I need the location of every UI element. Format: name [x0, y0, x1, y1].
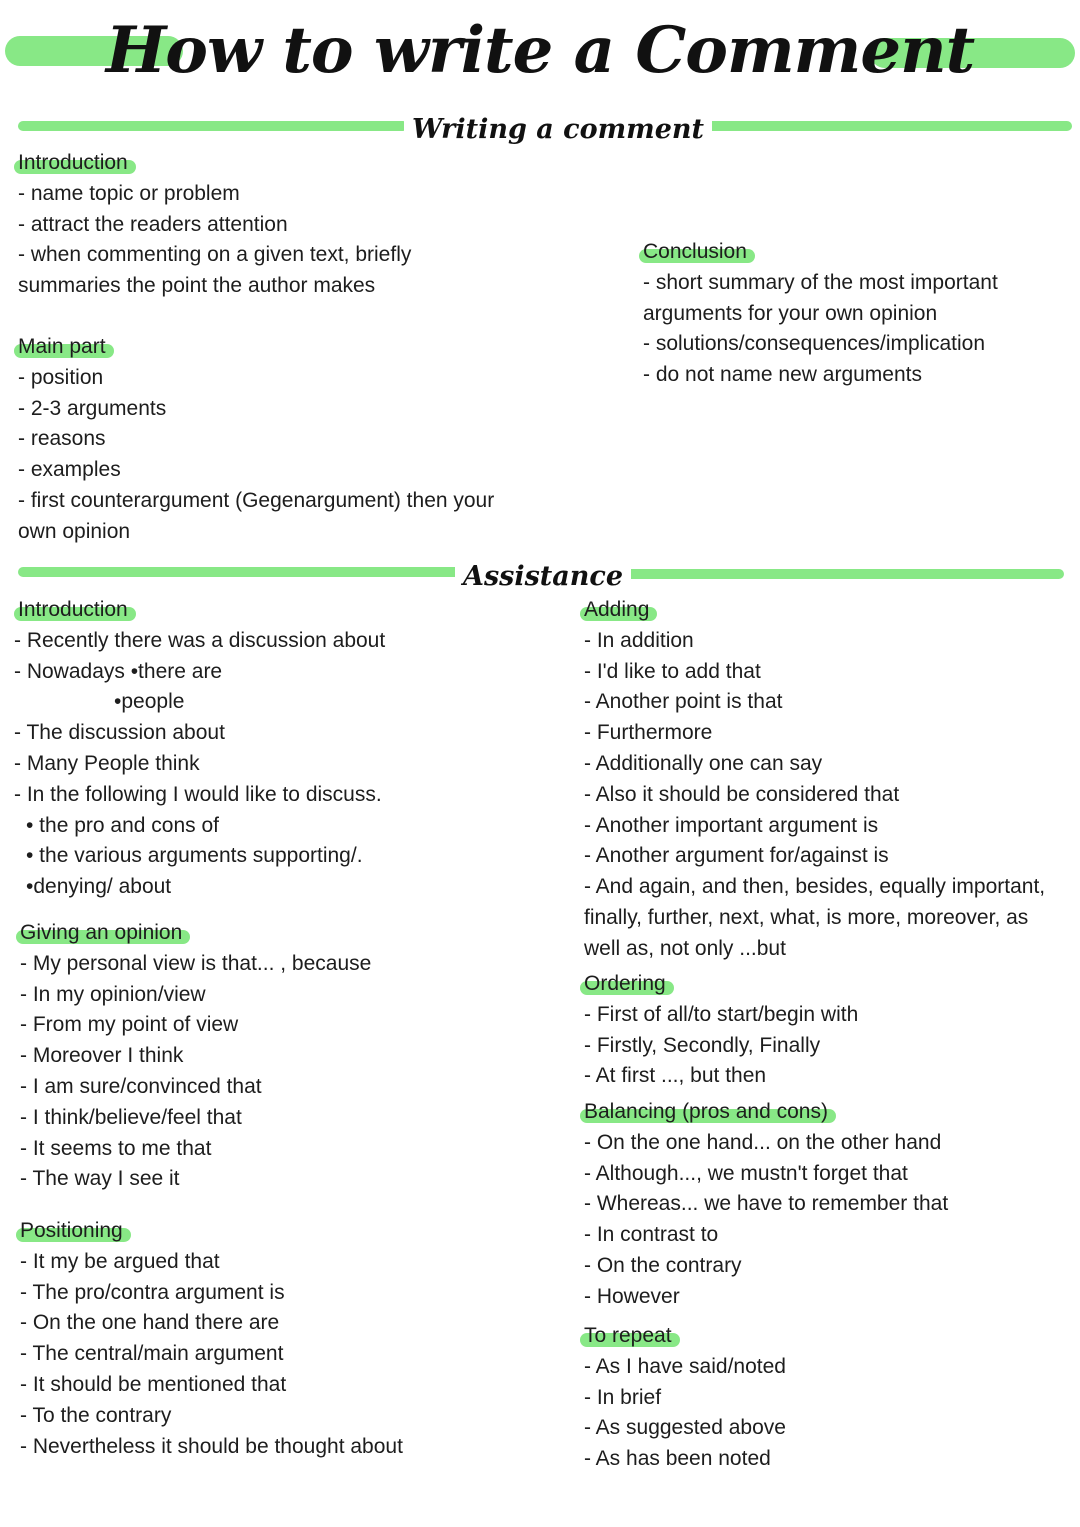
- writing-conclusion: [643, 237, 1043, 391]
- assistance-positioning: [20, 1216, 540, 1462]
- list-item: - Firstly, Secondly, Finally: [584, 1033, 821, 1057]
- list-item: - Furthermore: [584, 721, 713, 745]
- writing-divider-right: [672, 121, 1072, 131]
- list-item: - Another argument for/against is: [584, 844, 889, 868]
- assistance-introduction-heading: Introduction: [18, 595, 128, 626]
- list-item: - Also it should be considered that: [584, 782, 900, 806]
- assistance-ordering: [584, 969, 1054, 1092]
- list-item: - attract the readers attention: [18, 212, 288, 236]
- list-item: - First of all/to start/begin with: [584, 1002, 859, 1026]
- page-title: How to write a Comment: [105, 13, 975, 88]
- list-item: - It should be mentioned that: [20, 1372, 287, 1396]
- list-item: - At first ..., but then: [584, 1064, 767, 1088]
- assistance-introduction: [14, 595, 554, 903]
- list-item: - It my be argued that: [20, 1249, 220, 1273]
- list-item: - On the one hand... on the other hand: [584, 1130, 942, 1154]
- list-item: - The way I see it: [20, 1167, 180, 1191]
- ordering-heading: Ordering: [584, 969, 666, 1000]
- assistance-balancing: [584, 1097, 1054, 1313]
- writing-introduction-heading: Introduction: [18, 148, 128, 179]
- assistance-to-repeat: [584, 1321, 1054, 1475]
- list-item: - I'd like to add that: [584, 659, 761, 683]
- list-item: - On the one hand there are: [20, 1311, 280, 1335]
- list-item: - To the contrary: [20, 1403, 172, 1427]
- list-item: - My personal view is that... , because: [20, 951, 372, 975]
- list-item: •denying/ about: [26, 875, 172, 899]
- writing-divider-left: [18, 121, 408, 131]
- list-item: • the pro and cons of: [26, 813, 219, 837]
- giving-opinion-heading: Giving an opinion: [20, 918, 182, 949]
- list-item: - And again, and then, besides, equally important, finally, further, next, what, is more, moreover, as well as, not only ...but: [584, 875, 1046, 960]
- list-item: - I think/believe/feel that: [20, 1105, 242, 1129]
- list-item: - Nowadays •there are: [14, 659, 223, 683]
- list-item: - Additionally one can say: [584, 751, 823, 775]
- list-item: - reasons: [18, 427, 106, 451]
- list-item: - do not name new arguments: [643, 363, 922, 387]
- list-item: - Whereas... we have to remember that: [584, 1192, 949, 1216]
- list-item: - In brief: [584, 1385, 662, 1409]
- list-item: - position: [18, 365, 104, 389]
- list-item: - examples: [18, 458, 121, 482]
- writing-main-part-heading: Main part: [18, 332, 106, 363]
- list-item: - I am sure/convinced that: [20, 1074, 262, 1098]
- writing-introduction: [18, 148, 498, 302]
- list-item: - In addition: [584, 628, 694, 652]
- list-item: - In my opinion/view: [20, 982, 206, 1006]
- list-item: - In contrast to: [584, 1223, 719, 1247]
- list-item: - Moreover I think: [20, 1044, 184, 1068]
- list-item: - name topic or problem: [18, 181, 240, 205]
- writing-section-title: Writing a comment: [404, 113, 712, 147]
- list-item: - Another point is that: [584, 690, 783, 714]
- list-item: - As I have said/noted: [584, 1354, 786, 1378]
- list-item: - As suggested above: [584, 1416, 786, 1440]
- list-item: - In the following I would like to discuss.: [14, 782, 382, 806]
- writing-conclusion-heading: Conclusion: [643, 237, 747, 268]
- writing-main-part: [18, 332, 508, 548]
- list-item: - However: [584, 1284, 680, 1308]
- list-item: - From my point of view: [20, 1013, 239, 1037]
- list-item: - Nevertheless it should be thought about: [20, 1434, 403, 1458]
- list-item: - The central/main argument: [20, 1342, 284, 1366]
- list-item: - The discussion about: [14, 721, 225, 745]
- assistance-divider-right: [608, 569, 1064, 579]
- list-item: - The pro/contra argument is: [20, 1280, 285, 1304]
- list-item: • the various arguments supporting/.: [26, 844, 363, 868]
- list-item: •people: [114, 690, 185, 714]
- list-item: - It seems to me that: [20, 1136, 212, 1160]
- list-item: - On the contrary: [584, 1253, 742, 1277]
- assistance-giving-opinion: [20, 918, 540, 1195]
- assistance-divider-left: [18, 567, 463, 577]
- positioning-heading: Positioning: [20, 1216, 123, 1247]
- list-item: - Another important argument is: [584, 813, 879, 837]
- to-repeat-heading: To repeat: [584, 1321, 672, 1352]
- balancing-heading: Balancing (pros and cons): [584, 1097, 828, 1128]
- list-item: - first counterargument (Gegenargument) then your own opinion: [18, 488, 495, 543]
- list-item: - short summary of the most important arguments for your own opinion: [643, 270, 998, 325]
- list-item: - when commenting on a given text, briefly summaries the point the author makes: [18, 243, 412, 298]
- list-item: - Although..., we mustn't forget that: [584, 1161, 908, 1185]
- list-item: - Many People think: [14, 751, 200, 775]
- assistance-adding: [584, 595, 1054, 965]
- list-item: - solutions/consequences/implication: [643, 332, 986, 356]
- list-item: - 2-3 arguments: [18, 396, 167, 420]
- list-item: - Recently there was a discussion about: [14, 628, 386, 652]
- adding-heading: Adding: [584, 595, 649, 626]
- list-item: - As has been noted: [584, 1447, 771, 1471]
- assistance-section-title: Assistance: [455, 560, 631, 594]
